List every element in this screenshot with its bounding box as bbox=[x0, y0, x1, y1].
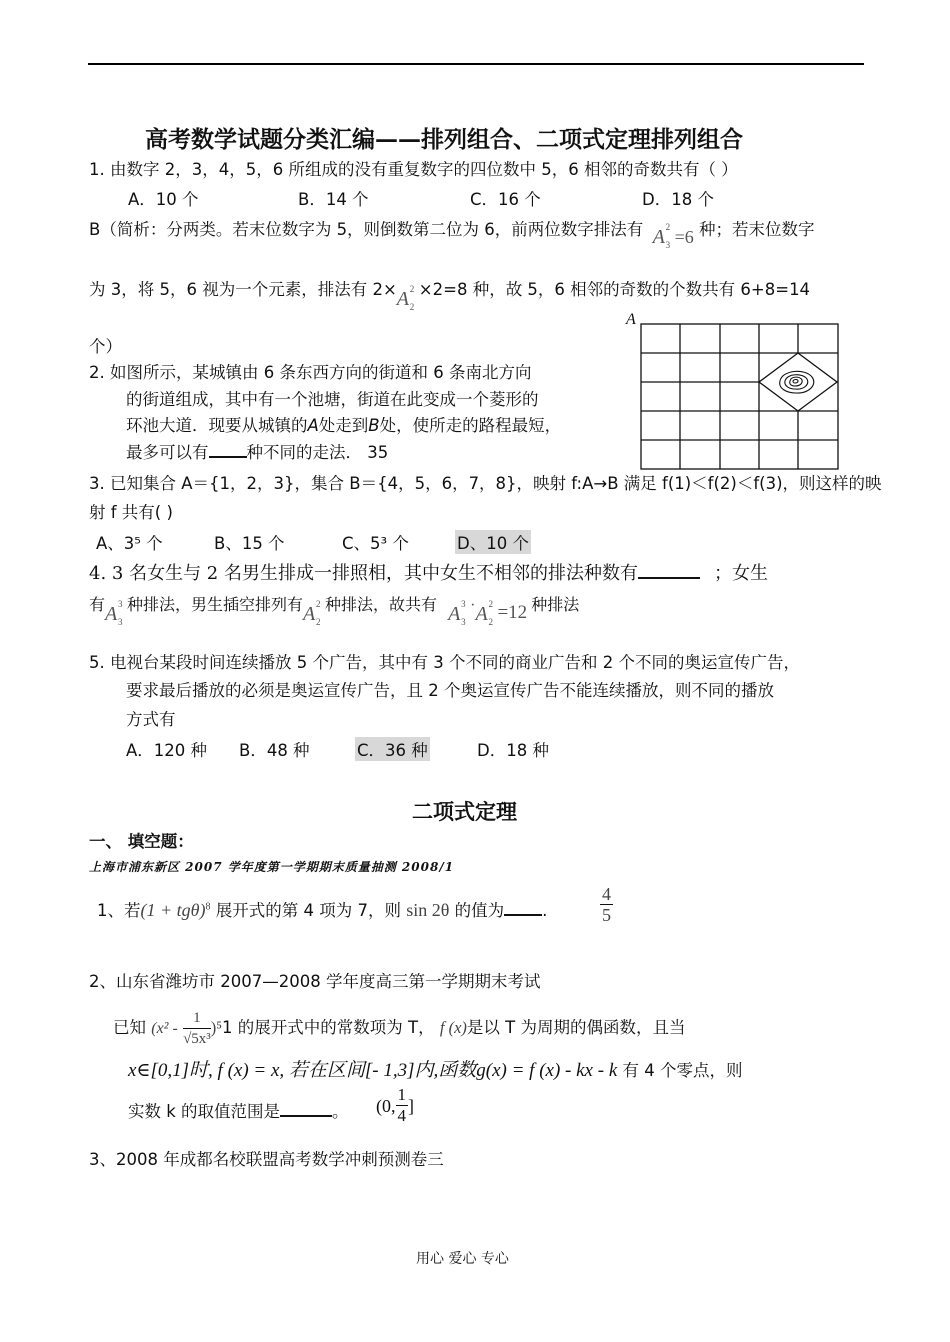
q5-option-c: C．36 种 bbox=[355, 737, 430, 761]
q1-analysis-2a: 为 3，将 5，6 视为一个元素，排法有 2× bbox=[89, 280, 397, 299]
q4-line2: 有A 3 3 种排法，男生插空排列有A 2 2 种排法，故共有 A 3 3 ·A 2 2 =12 种排法 bbox=[89, 595, 580, 627]
perm-a32-value: =6 bbox=[674, 227, 694, 247]
q5-line3: 方式有 bbox=[126, 710, 176, 729]
var-a: A bbox=[307, 416, 319, 435]
b2-condition: x∈[0,1]时, f (x) = x, 若在区间[- 1,3]内,函数g(x) = f (x) - kx - k bbox=[128, 1060, 618, 1081]
q2-answer: 35 bbox=[367, 443, 389, 462]
q2-line2: 的街道组成，其中有一个池塘，街道在此变成一个菱形的 bbox=[126, 390, 539, 409]
q1-analysis-line2 bbox=[89, 276, 811, 312]
b1-answer-fraction: $\frac{4}{5}$ bbox=[602, 884, 611, 925]
b3-title: 3、2008 年成都名校联盟高考数学冲刺预测卷三 bbox=[89, 1150, 444, 1169]
q3-option-b: B、15 个 bbox=[214, 534, 285, 553]
answer-blank bbox=[280, 1101, 332, 1117]
q5-line2: 要求最后播放的必须是奥运宣传广告，且 2 个奥运宣传广告不能连续播放，则不同的播放 bbox=[126, 681, 774, 700]
q5-option-a: A．120 种 bbox=[126, 741, 208, 760]
answer-blank bbox=[504, 900, 542, 916]
q1-analysis-line3: 个） bbox=[89, 337, 122, 356]
q5-option-d: D．18 种 bbox=[477, 741, 549, 760]
q1-text: 1. 由数字 2，3，4，5，6 所组成的没有重复数字的四位数中 5，6 相邻的奇数共有（ ） bbox=[89, 160, 738, 179]
b2-title: 2、山东省潍坊市 2007—2008 学年度高三第一学期期末考试 bbox=[89, 972, 541, 991]
var-b: B bbox=[368, 416, 380, 435]
b1-expression: (1 + tgθ) bbox=[140, 900, 206, 920]
q5-option-b: B．48 种 bbox=[239, 741, 310, 760]
q3-option-c: C、5³ 个 bbox=[342, 534, 409, 553]
perm-a22: A 2 2 bbox=[303, 599, 321, 627]
b1-sin: sin 2θ bbox=[406, 900, 450, 920]
q1-option-b: B．14 个 bbox=[298, 190, 369, 209]
b2-fraction: $\frac{1}{\text{√5x³}}$ bbox=[183, 1010, 211, 1047]
q1-option-d: D．18 个 bbox=[642, 190, 714, 209]
q3-line2: 射 f 共有( ) bbox=[89, 503, 173, 522]
perm-a22: A 2 2 bbox=[396, 284, 415, 312]
q1-option-c: C．16 个 bbox=[470, 190, 541, 209]
q1-analysis-1b: 种；若末位数字 bbox=[698, 220, 815, 239]
grid-label-a: A bbox=[626, 311, 636, 328]
product-value: =12 bbox=[497, 602, 528, 623]
q3-line1: 3. 已知集合 A＝{1，2，3}，集合 B＝{4，5，6，7，8}，映射 f:A→B 满足 f(1)＜f(2)＜f(3)，则这样的映 bbox=[89, 474, 882, 493]
q3-option-a: A、3⁵ 个 bbox=[96, 534, 163, 553]
b2-line3: 实数 k 的取值范围是 。 bbox=[128, 1102, 349, 1121]
q1-option-a: A．10 个 bbox=[128, 190, 199, 209]
street-grid-figure bbox=[640, 322, 840, 472]
q1-analysis-2b: ×2=8 种，故 5，6 相邻的奇数的个数共有 6+8=14 bbox=[418, 280, 811, 299]
q1-analysis-1: B（简析：分两类。若末位数字为 5，则倒数第二位为 6，前两位数字排法有 bbox=[89, 220, 644, 239]
source-1: 上海市浦东新区 2007 学年度第一学期期末质量抽测 2008/1 bbox=[89, 860, 455, 874]
perm-a33-product: A 3 3 bbox=[448, 599, 466, 627]
b2-line2: x∈[0,1]时, f (x) = x, 若在区间[- 1,3]内,函数g(x) = f (x) - kx - k 有 4 个零点，则 bbox=[128, 1060, 743, 1081]
q1-analysis-line1 bbox=[89, 216, 815, 250]
section-title: 二项式定理 bbox=[412, 799, 517, 824]
b1-line: 1、若$(1 + tg\theta)^8$ 展开式的第 4 项为 7，则 sin 2θ 的值为 . bbox=[97, 900, 548, 920]
q2-line4: 最多可以有 种不同的走法． 35 bbox=[126, 443, 389, 462]
q5-line1: 5. 电视台某段时间连续播放 5 个广告，其中有 3 个不同的商业广告和 2 个不同的奥运宣传广告， bbox=[89, 653, 800, 672]
q2-line1: 2. 如图所示，某城镇由 6 条东西方向的街道和 6 条南北方向 bbox=[89, 363, 532, 382]
answer-blank bbox=[209, 442, 247, 458]
page-footer: 用心 爱心 专心 bbox=[416, 1251, 509, 1267]
q3-option-d: D、10 个 bbox=[455, 530, 531, 554]
answer-blank bbox=[638, 563, 700, 579]
b2-line1: 已知 (x² - $\frac{1}{\text{√5x³}}$ )⁵1 的展开式中的常数项为 T， f (x)是以 T 为周期的偶函数，且当 bbox=[113, 1010, 686, 1047]
q2-line3: 环池大道．现要从城镇的A处走到B处，使所走的路程最短， bbox=[126, 416, 562, 435]
header-rule bbox=[88, 63, 864, 65]
perm-a33: A 3 3 bbox=[105, 599, 123, 627]
q4-line1: 4. 3 名女生与 2 名男生排成一排照相，其中女生不相邻的排法种数有 ；女生 bbox=[89, 563, 768, 584]
page-title: 高考数学试题分类汇编——排列组合、二项式定理排列组合 bbox=[145, 126, 743, 153]
b2-answer: (0, $\frac{1}{4}$ ] bbox=[376, 1085, 414, 1125]
perm-a32: A 2 3 bbox=[652, 222, 671, 250]
perm-a22-product: A 2 2 bbox=[475, 599, 493, 627]
subsection-title: 一、 填空题： bbox=[89, 832, 194, 851]
